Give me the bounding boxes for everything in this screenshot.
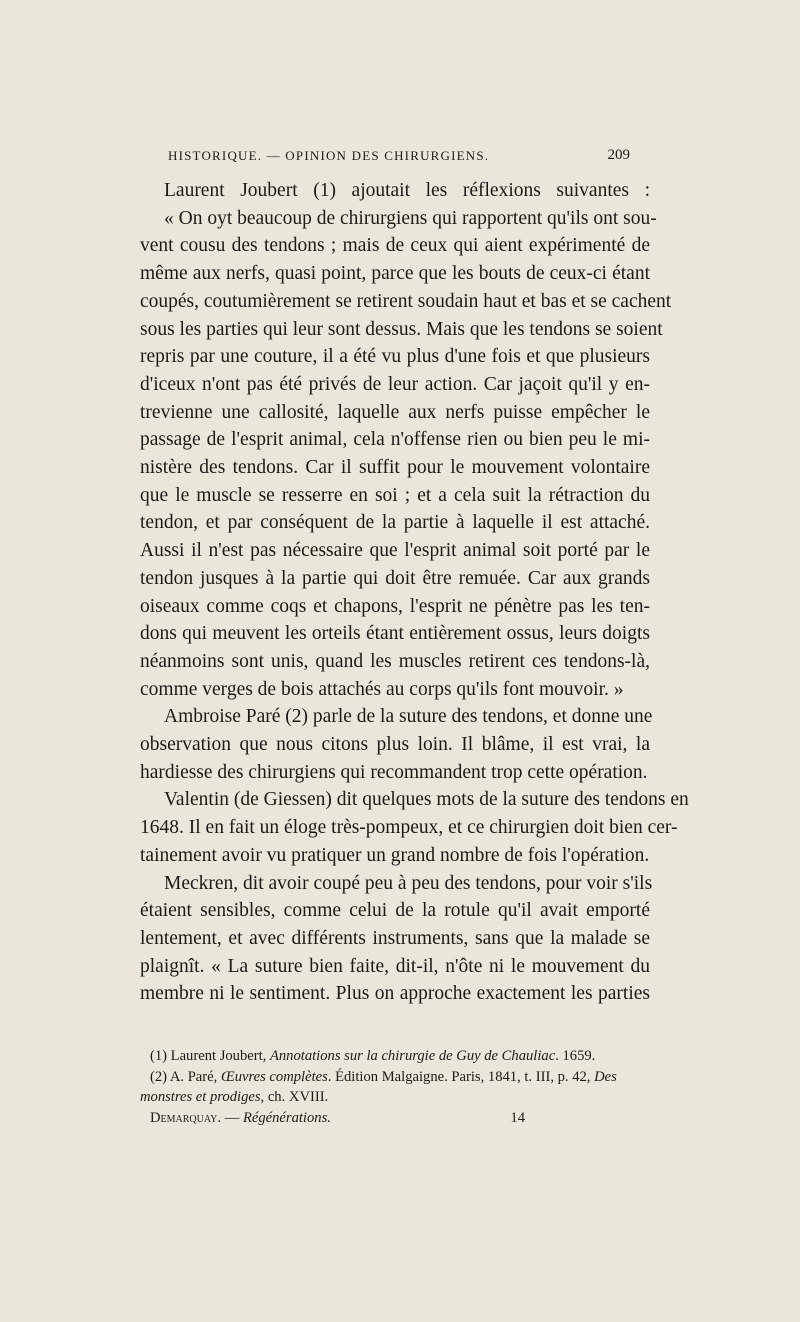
footnote-title: Annotations sur la chirurgie de Guy de Chauliac	[269, 1048, 556, 1064]
text-line: « On oyt beaucoup de chirurgiens qui rapportent qu'ils ont sou-	[164, 207, 657, 229]
footnote-text: . 1659.	[555, 1048, 596, 1064]
footnote-title: Des	[594, 1068, 617, 1085]
text-line: d'iceux n'ont pas été privés de leur action. Car jaçoit qu'il y en-	[140, 373, 650, 395]
text-line: coupés, coutumièrement se retirent soudain haut et bas et se cachent	[140, 290, 672, 312]
page-number: 209	[607, 147, 630, 163]
text-line: Laurent Joubert (1) ajoutait les réflexions suivantes :	[164, 180, 650, 201]
text-line: oiseaux comme coqs et chapons, l'esprit ne pénètre pas les ten-	[140, 595, 650, 617]
footnote-1	[140, 1046, 650, 1067]
text-line: tendon, et par conséquent de la partie à laquelle il est attaché.	[140, 512, 650, 534]
text-line: comme verges de bois attachés au corps qu'ils font mouvoir. »	[140, 678, 624, 700]
signature-dash: —	[221, 1109, 243, 1126]
text-line: lentement, et avec différents instruments, sans que la malade se	[140, 927, 650, 949]
signature-label	[150, 1108, 331, 1129]
text-line: néanmoins sont unis, quand les muscles retirent ces tendons-là,	[140, 650, 650, 672]
text-line: observation que nous citons plus loin. Il blâme, il est vrai, la	[140, 734, 650, 756]
text-line: trevienne une callosité, laquelle aux nerfs puisse empêcher le	[140, 401, 650, 423]
footnotes	[140, 1046, 650, 1128]
signature-line	[140, 1108, 525, 1129]
running-head: HISTORIQUE. — OPINION DES CHIRURGIENS.	[168, 148, 490, 163]
page-header	[168, 148, 630, 170]
text-line: étaient sensibles, comme celui de la rotule qu'il avait emporté	[140, 900, 650, 922]
text-line: repris par une couture, il a été vu plus d'une fois et que plusieurs	[140, 346, 650, 368]
text-line: sous les parties qui leur sont dessus. Mais que les tendons se soient	[140, 318, 663, 340]
footnote-text: , ch. XVIII.	[260, 1089, 329, 1105]
text-line: Aussi il n'est pas nécessaire que l'esprit animal soit porté par le	[140, 540, 650, 562]
text-line: même aux nerfs, quasi point, parce que les bouts de ceux-ci étant	[140, 263, 650, 285]
text-line: dons qui meuvent les orteils étant entièrement ossus, leurs doigts	[140, 623, 650, 645]
footnote-text: . Édition Malgaigne. Paris, 1841, t. III, p. 42,	[327, 1068, 595, 1085]
text-line: tainement avoir vu pratiquer un grand nombre de fois l'opération.	[140, 844, 650, 866]
text-line: Meckren, dit avoir coupé peu à peu des tendons, pour voir s'ils	[164, 872, 653, 894]
text-line: membre ni le sentiment. Plus on approche exactement les parties	[140, 983, 650, 1005]
text-line: vent cousu des tendons ; mais de ceux qui aient expérimenté de	[140, 235, 650, 257]
text-line: passage de l'esprit animal, cela n'offense rien ou bien peu le mi-	[140, 429, 650, 451]
signature-title: Régénérations.	[242, 1109, 331, 1126]
footnote-text: (2) A. Paré,	[150, 1068, 221, 1085]
text-line: plaignît. « La suture bien faite, dit-il, n'ôte ni le mouvement du	[140, 955, 650, 977]
text-line: hardiesse des chirurgiens qui recommandent trop cette opération.	[140, 761, 648, 783]
text-line: nistère des tendons. Car il suffit pour le mouvement volontaire	[140, 457, 650, 479]
text-line: tendon jusques à la partie qui doit être remuée. Car aux grands	[140, 567, 650, 589]
text-line: que le muscle se resserre en soi ; et a cela suit la rétraction du	[140, 484, 650, 506]
text-line: 1648. Il en fait un éloge très-pompeux, et ce chirurgien doit bien cer-	[140, 817, 678, 839]
footnote-title: monstres et prodiges	[140, 1089, 261, 1105]
main-text	[140, 177, 689, 1008]
footnote-2-continued	[140, 1087, 650, 1108]
footnote-title: Œuvres complètes	[220, 1068, 328, 1085]
signature-author: Demarquay.	[150, 1109, 222, 1126]
text-line: Ambroise Paré (2) parle de la suture des tendons, et donne une	[164, 706, 653, 728]
signature-number: 14	[510, 1109, 525, 1126]
text-line: Valentin (de Giessen) dit quelques mots de la suture des tendons en	[164, 789, 689, 811]
footnote-2	[140, 1067, 650, 1088]
footnote-text: (1) Laurent Joubert,	[150, 1048, 270, 1064]
